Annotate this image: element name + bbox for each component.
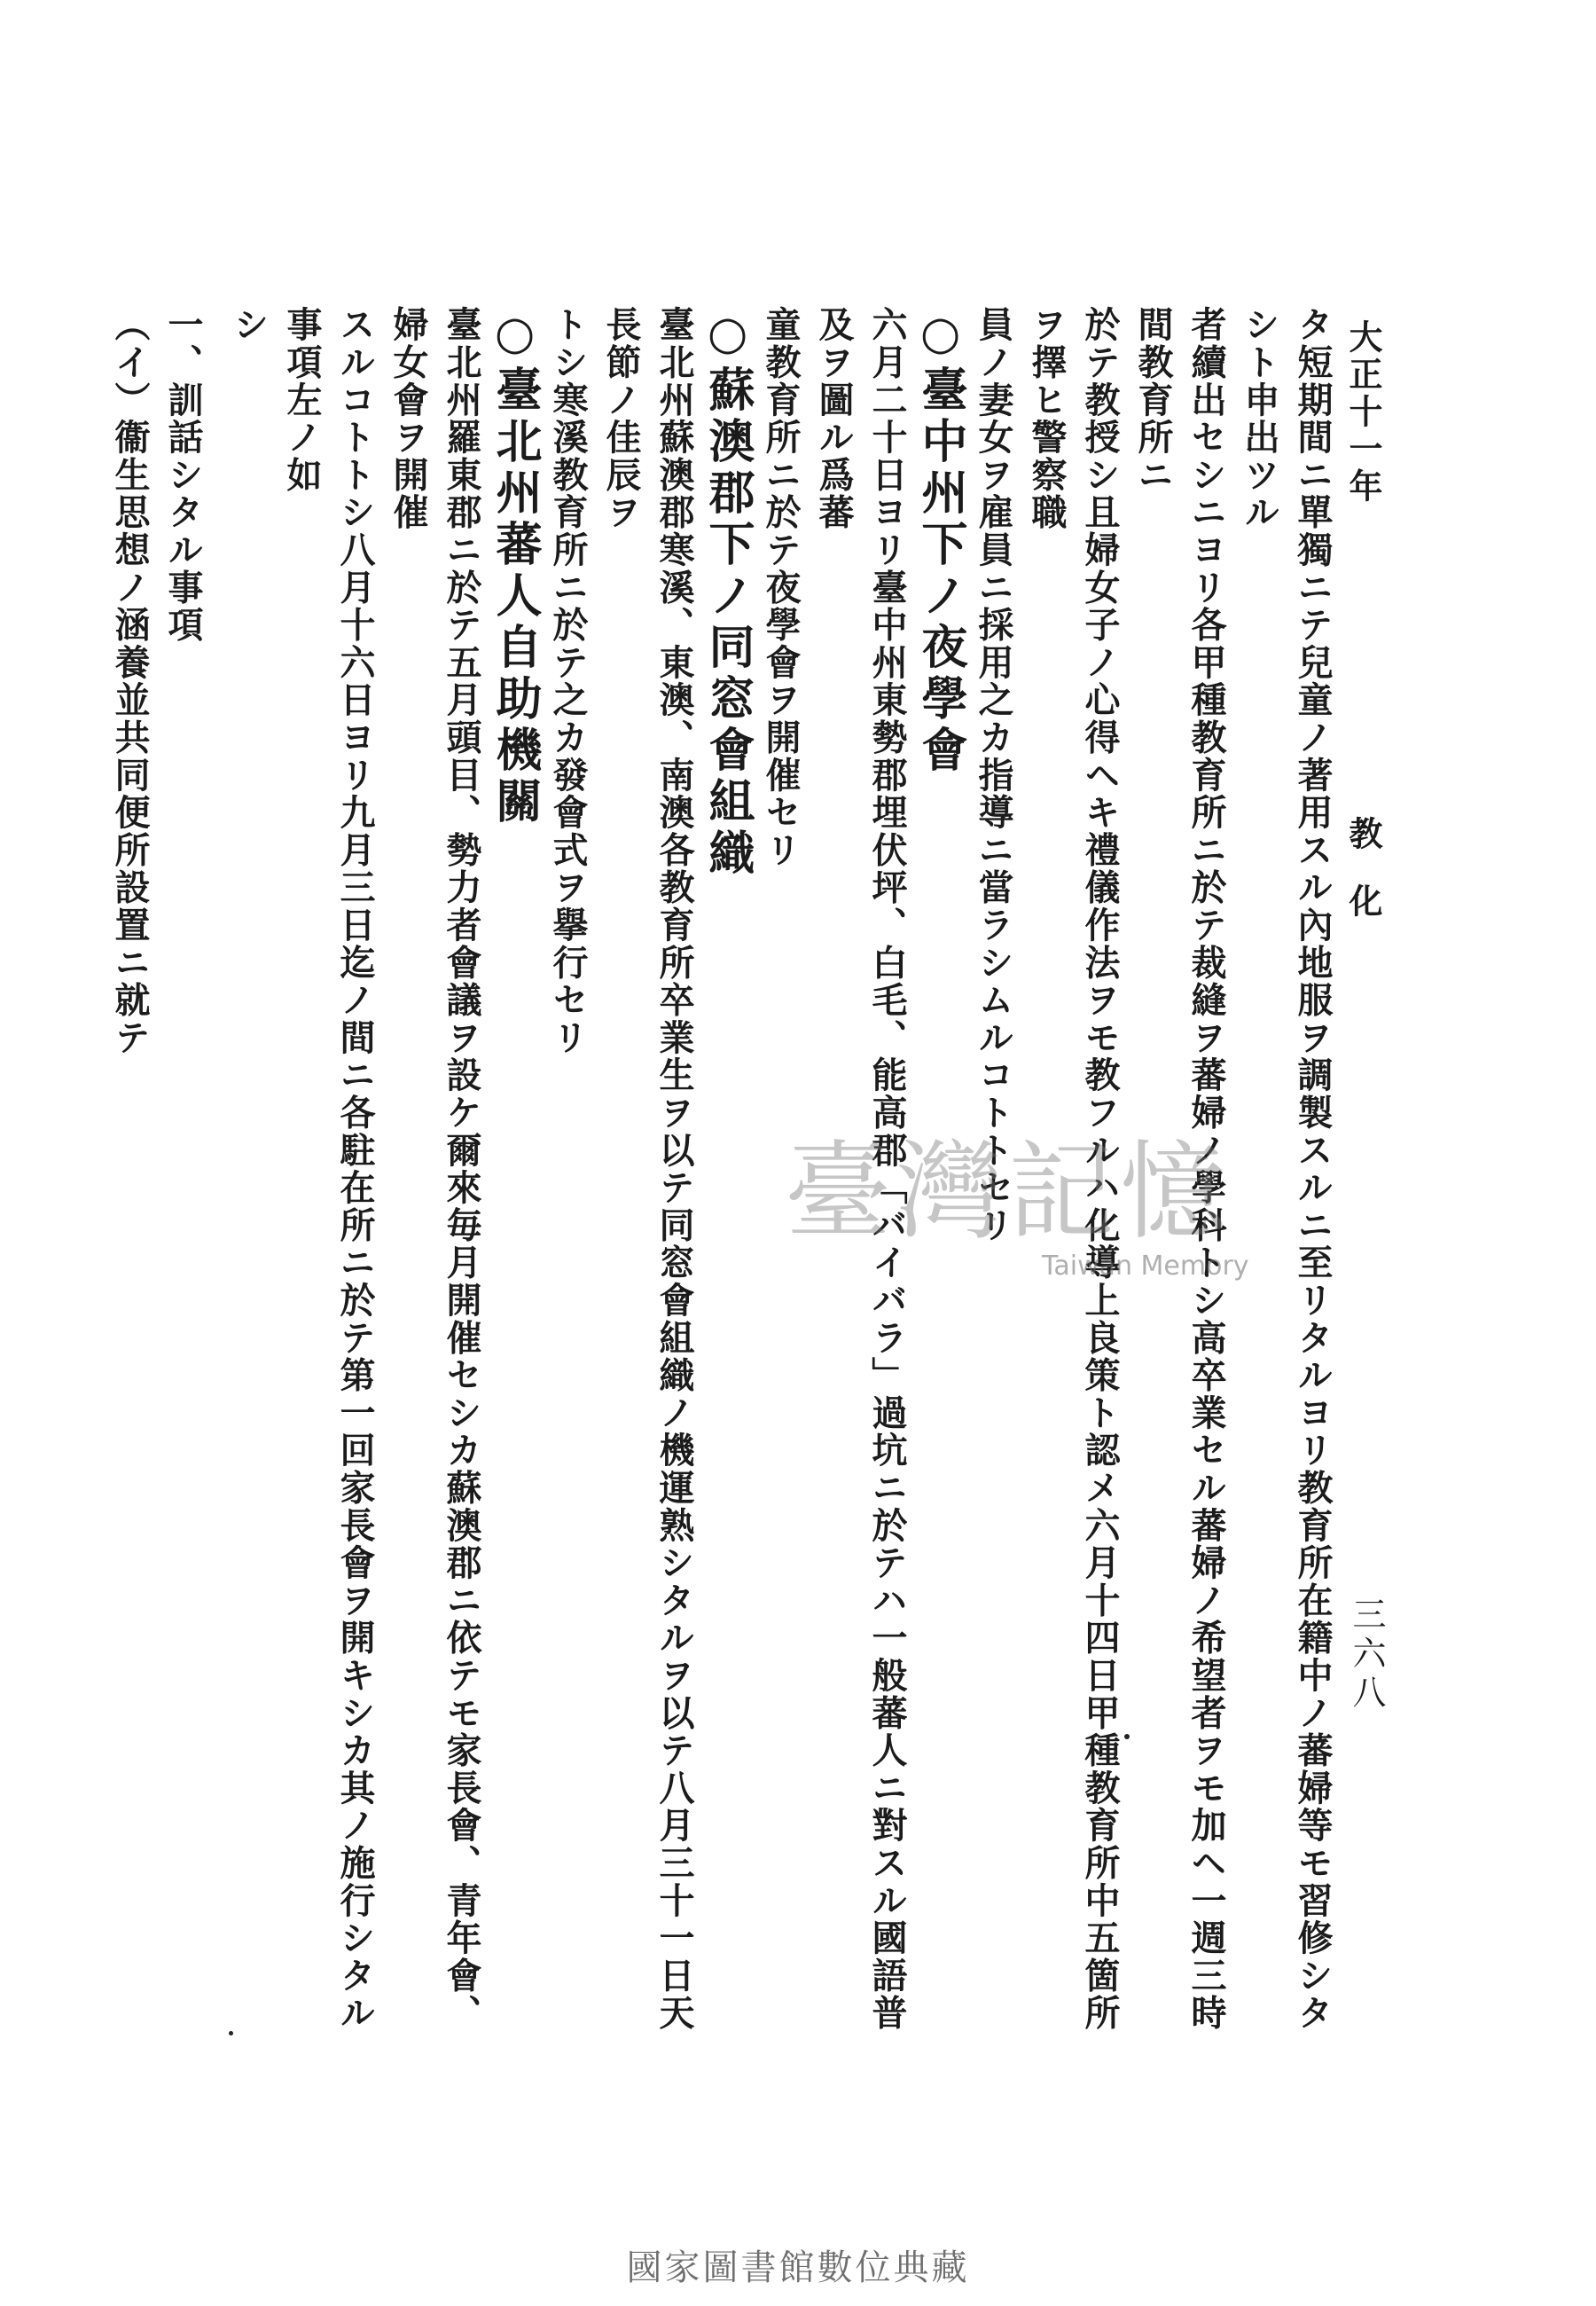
body-text xyxy=(103,306,1339,2062)
running-header-section: 教 化 xyxy=(1343,816,1383,917)
section-heading: ○臺北州蕃人自助機關 xyxy=(488,306,542,828)
paragraph-line: スルコトトシ八月十六日ヨリ九月三日迄ノ間ニ各駐在所ニ於テ第一回家長會ヲ開キシカ其ノ施行シタル事項左ノ如 xyxy=(281,306,376,2032)
paragraph-line: シ xyxy=(228,306,270,344)
paragraph-line: 員ノ妻女ヲ雇員ニ採用之カ指導ニ當ラシムルコトトセリ xyxy=(973,306,1014,1244)
paragraph-line: 臺北州蘇澳郡寒溪、東澳、南澳各教育所卒業生ヲ以テ同窓會組織ノ機運熟シタルヲ以テ八月三十一日天長節ノ佳辰ヲ xyxy=(600,306,695,2032)
page-number: 三六八 xyxy=(1347,1596,1386,1714)
list-heading: 一、訓話シタル事項 xyxy=(162,306,204,644)
paragraph-line: 於テ教授シ且婦女子ノ心得ヘキ禮儀作法ヲモ教フルハ化導上良策ト認メ六月十四日甲種教育所中五箇所ヲ擇ヒ警察職 xyxy=(1026,306,1121,2032)
paragraph-line: 童教育所ニ於テ夜學會ヲ開催セリ xyxy=(760,306,802,869)
ink-speck xyxy=(1124,1734,1130,1739)
running-header-title: 大正十一年 xyxy=(1343,319,1383,506)
paragraph-line: 者續出セシニヨリ各甲種教育所ニ於テ裁縫ヲ蕃婦ノ學科トシ高卒業セル蕃婦ノ希望者ヲモ加ヘ一週三時間教育所ニ xyxy=(1132,306,1227,2032)
list-item: （イ）衞生思想ノ涵養並共同便所設置ニ就テ xyxy=(109,306,151,1056)
paragraph-line: トシ寒溪教育所ニ於テ之カ發會式ヲ擧行セリ xyxy=(547,306,589,1056)
watermark-subtitle: Taiwan Memory xyxy=(1042,1251,1249,1282)
paragraph-line: 六月二十日ヨリ臺中州東勢郡埋伏坪、白毛、能高郡「バイバラ」過坑ニ於テハ一般蕃人ニ對スル國語普及ヲ圖ル爲蕃 xyxy=(813,306,908,2032)
watermark-logo: 臺灣記憶 xyxy=(785,1131,1232,1254)
section-heading: ○臺中州下ノ夜學會 xyxy=(913,306,967,777)
paragraph-line: 臺北州羅東郡ニ於テ五月頭目、勢力者會議ヲ設ケ爾來毎月開催セシカ蘇澳郡ニ依テモ家長會、青年會、婦女會ヲ開催 xyxy=(387,306,482,2032)
footer-credit: 國家圖書館數位典藏 xyxy=(626,2247,970,2288)
ink-speck xyxy=(229,2031,233,2035)
paragraph-line: タ短期間ニ單獨ニテ兒童ノ著用スル內地服ヲ調製スルニ至リタルヨリ教育所在籍中ノ蕃婦等モ習修シタシト申出ツル xyxy=(1239,306,1334,2032)
section-heading: ○蘇澳郡下ノ同窓會組織 xyxy=(700,306,755,880)
